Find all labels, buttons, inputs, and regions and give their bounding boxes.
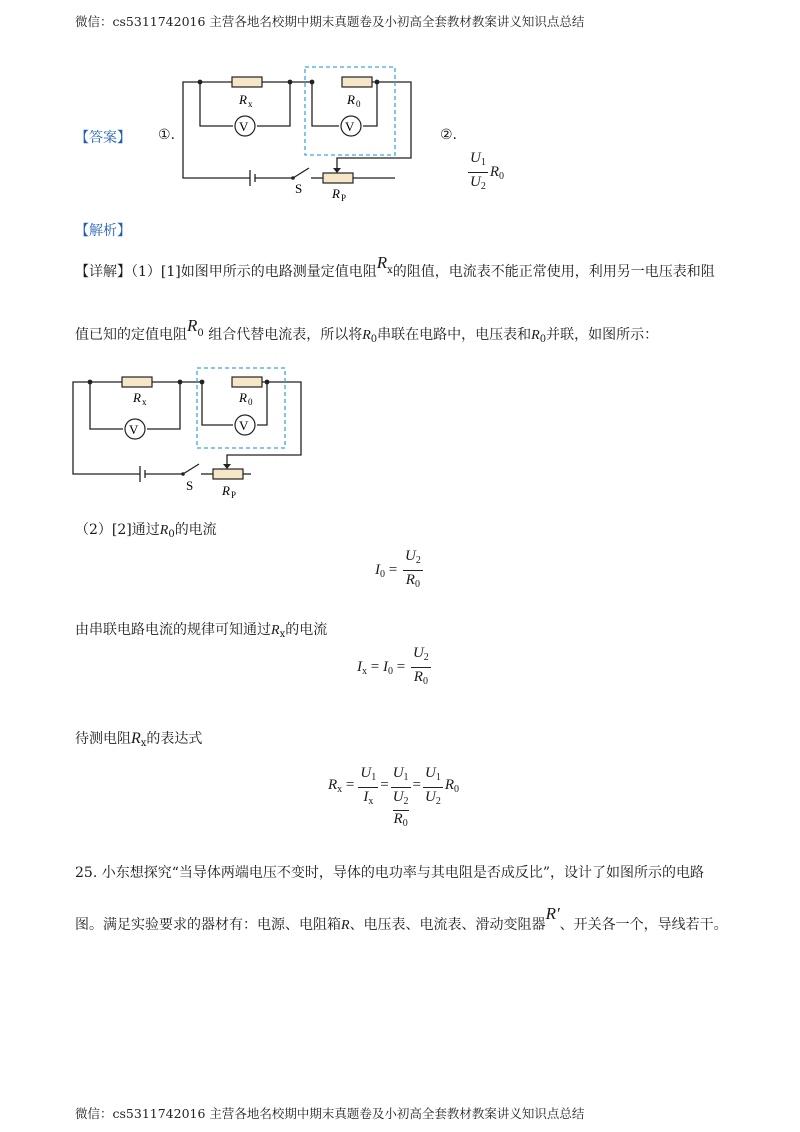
svg-text:R: R	[332, 186, 340, 201]
resistor-r0-icon	[342, 77, 372, 87]
detail-line-2: 值已知的定值电阻$R^0$ 组合代替电流表，所以将$R_0$串联在电路中，电压表和$R_0$并联，如图所示：	[75, 316, 659, 345]
svg-text:R: R	[239, 390, 247, 405]
svg-text:R: R	[133, 390, 141, 405]
answer-formula: $\frac{U_1}{U_2}$ $R_0$	[470, 150, 505, 192]
svg-text:P: P	[231, 490, 237, 500]
page-header: 微信：cs5311742016 主营各地名校期中期末真题卷及小初高全套教材教案讲义知识点总结	[75, 14, 585, 29]
svg-text:x: x	[142, 397, 147, 407]
svg-text:P: P	[341, 193, 347, 202]
equation-i0: $I_0$ = $\frac{U_2}{R_0}$	[375, 548, 421, 590]
resistor-r0-icon	[232, 377, 262, 387]
svg-text:V: V	[239, 119, 249, 134]
expression-text: 待测电阻$R_x$的表达式	[75, 730, 203, 749]
detail-line-1: 【详解】（1）[1]如图甲所示的电路测量定值电阻$R^x$的阻值，电流表不能正常使用，利用另一电压表和阻	[75, 253, 715, 280]
rheostat-rp-icon	[323, 173, 353, 183]
series-current-text: 由串联电路电流的规律可知通过$R_x$的电流	[75, 622, 328, 640]
page-footer: 微信：cs5311742016 主营各地名校期中期末真题卷及小初高全套教材教案讲义知识点总结	[75, 1106, 585, 1121]
svg-text:x: x	[248, 99, 253, 109]
svg-text:R: R	[347, 92, 355, 107]
part2-intro: （2）[2]通过$R_0$的电流	[75, 522, 217, 540]
svg-text:R: R	[239, 92, 247, 107]
answer-circuit-diagram	[175, 62, 425, 202]
svg-text:S: S	[295, 181, 303, 196]
svg-text:V: V	[345, 119, 355, 134]
answer-tag: 【答案】	[75, 130, 131, 146]
svg-text:V: V	[239, 418, 249, 433]
question-25-line-1: 25. 小东想探究“当导体两端电压不变时，导体的电功率与其电阻是否成反比”，设计了如图所示的电路	[75, 865, 705, 881]
explanation-circuit-diagram	[65, 365, 315, 505]
analysis-tag: 【解析】	[75, 223, 131, 239]
equation-ix: $I_x = I_0$ = $\frac{U_2}{R_0}$	[357, 645, 429, 687]
resistor-rx-icon	[122, 377, 152, 387]
svg-text:0: 0	[356, 99, 361, 109]
svg-text:0: 0	[248, 397, 253, 407]
rheostat-rp-icon	[213, 469, 243, 479]
resistor-rx-icon	[232, 77, 262, 87]
svg-text:S: S	[186, 478, 194, 493]
answer-part1-marker: ①.	[158, 127, 176, 143]
answer-part2-marker: ②.	[440, 127, 458, 143]
svg-text:V: V	[129, 422, 139, 437]
svg-text:R: R	[222, 483, 230, 498]
equation-rx: $R_x$ = $\frac{U_1}{I_x}$ = $U_1$ $U_2$ $R_0$ = $\frac{U_1}{U_2}$ $R_0$	[328, 765, 460, 829]
question-25-line-2: 图。满足实验要求的器材有：电源、电阻箱R、电压表、电流表、滑动变阻器R′、开关各一个，导线若干。	[75, 904, 728, 933]
